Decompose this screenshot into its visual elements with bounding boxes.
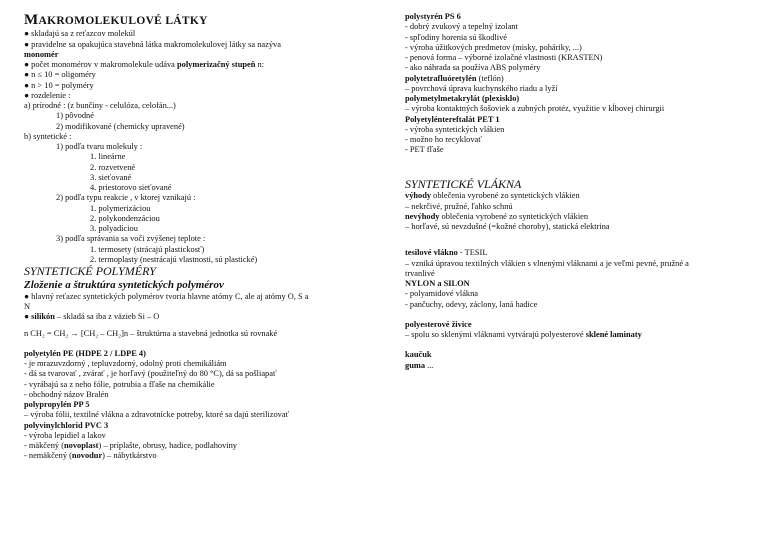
oligomer-line: ● n ≤ 10 = oligoméry [24, 70, 96, 80]
synthetic-polymers-title: SYNTETICKÉ POLYMÉRY [24, 264, 156, 278]
pet-item-2: - možno ho recyklovať [405, 135, 482, 144]
shape-item-2: 2. rozvetvené [90, 162, 136, 172]
shape-heading: 1) podľa tvaru molekuly : [56, 142, 143, 151]
plexi-heading: polymetylmetakrylát (plexisklo) [405, 94, 520, 103]
intro-line-2: ● pravidelne sa opakujúca stavebná látka makromolekulovej látky sa nazýva [24, 39, 281, 49]
ps-item-3: - výroba úžitkových predmetov (misky, poháriky, ...) [405, 42, 582, 52]
resin-heading: polyesterové živice [405, 319, 472, 329]
polymer-line: ● n > 10 = polyméry [24, 80, 94, 90]
ps-item-5: - ako náhrada sa používa ABS polyméry [405, 63, 541, 73]
nylon-item-1: - polyamidové vlákna [405, 289, 479, 299]
pe-heading: polyetylén PE (HDPE 2 / LDPE 4) [24, 348, 146, 358]
heat-item-1: 1. termosety (strácajú plastickosť) [90, 244, 205, 254]
reaction-heading: 2) podľa typu reakcie , v ktorej vznikajú : [56, 193, 196, 203]
structure-subtitle: Zloženie a štruktúra syntetických polymérov [24, 278, 224, 291]
pp-heading: polypropylén PP 5 [24, 400, 90, 410]
pe-item-1: - je mrazuvzdorný , tepluvzdorný, odolný proti chemikáliám [24, 359, 227, 369]
pvc-item-1: - výroba lepidiel a lakov [24, 430, 106, 440]
formula-line: n CH₂ = CH₂ → [CH₂ – CH₂]n – štruktúrna a stavebná jednotka sú rovnaké [24, 328, 278, 338]
tesil-heading: tesilové vlákno - TESIL [405, 248, 488, 258]
division-heading: ● rozdelenie : [24, 90, 71, 100]
natural-line: a) prírodné : (z bunčiny - celulóza, celofán...) [24, 101, 176, 110]
natural-item-2: 2) modifikované (chemicky upravené) [56, 121, 185, 131]
resin-line: – spolu so sklenými vláknami vytvárajú polyesterové sklené laminaty [405, 330, 642, 340]
natural-item-1: 1) pôvodné [56, 111, 94, 121]
heat-heading: 3) podľa správania sa voči zvýšenej teplote : [56, 234, 206, 244]
monomer-term: monomér [24, 49, 59, 59]
guma-line: guma ... [405, 360, 434, 370]
pp-line: – výroba fólii, textilné vlákna a zdravotnícke potreby, ktoré sa dajú sterilizovať [24, 410, 290, 420]
intro-line-1: ● skladajú sa z reťazcov molekúl [24, 29, 136, 39]
page-title: MAKROMOLEKULOVÉ LÁTKY [24, 12, 208, 28]
pet-heading: Polyetyléntereftalát PET 1 [405, 114, 500, 124]
silikon-line: ● silikón – skladá sa iba z väzieb Si – O [24, 312, 160, 322]
synthetic-fibers-title: SYNTETICKÉ VLÁKNA [405, 176, 522, 191]
advantages-line: výhody oblečenia vyrobené zo syntetických vlákien [405, 191, 580, 201]
pe-item-3: - vyrábajú sa z neho fólie, potrubia a fľaše na chemikálie [24, 379, 215, 389]
teflon-heading: polytetrafluóretylén (teflón) [405, 73, 504, 83]
pe-item-2: - dá sa tvarovať , zvárať , je horľavý (použiteľný do 80 °C), dá sa pošliapať [24, 369, 277, 379]
pet-item-1: - výroba syntetických vlákien [405, 124, 505, 134]
shape-item-1: 1. lineárne [90, 152, 126, 162]
nylon-item-2: - pančuchy, odevy, záclony, laná hadice [405, 299, 538, 309]
reaction-item-3: 3. polyadíciou [90, 224, 138, 233]
shape-item-4: 4. priestorovo sieťované [90, 183, 172, 192]
pvc-heading: polyvinylchlorid PVC 3 [24, 420, 109, 430]
pe-item-4: - obchodný názov Bralén [24, 389, 109, 399]
pet-item-3: - PET fľaše [405, 145, 444, 155]
main-chain-line-2: N [24, 302, 31, 312]
kaucuk-heading: kaučuk [405, 350, 432, 360]
disadvantages-detail: – horľavé, sú nevzdušné (=kožné choroby), statická elektrina [405, 222, 610, 232]
disadvantages-line: nevýhody oblečenia vyrobené zo syntetických vlákien [405, 211, 589, 221]
left-column [24, 12, 376, 462]
tesil-line-1: – vzniká úpravou textilných vlákien s vlnenými vláknami a je veľmi pevné, pružné a [405, 258, 689, 268]
plexi-line: – výroba kontaktných šošoviek a zubných protéz, využitie v kĺbovej chirurgii [405, 104, 665, 114]
ps-item-1: - dobrý zvukový a tepelný izolant [405, 22, 518, 32]
reaction-item-1: 1. polymerizáciou [90, 203, 151, 213]
reaction-item-2: 2. polykondenzáciou [90, 213, 160, 223]
shape-item-3: 3. sieťované [90, 172, 132, 182]
heat-item-2: 2. termoplasty (nestrácajú vlastnosti, sú plastické) [90, 254, 258, 264]
pvc-soft-line: - mäkčený (novoplast) – príplašte, obrusy, hadice, podlahoviny [24, 441, 237, 451]
ps-item-4: - penová forma – výborné izolačné vlastnosti (KRASTEN) [405, 53, 603, 62]
polymerization-degree-line: ● počet monomérov v makromolekule udáva polymerizačný stupeň n: [24, 60, 264, 69]
main-chain-line-1: ● hlavný reťazec syntetických polymérov tvoria hlavne atómy C, ale aj atómy O, S a [24, 291, 309, 301]
pvc-hard-line: - nemäkčený (novodur) – nábytkárstvo [24, 451, 157, 461]
advantages-detail: – nekrčivé, pružné, ľahko schnú [405, 201, 513, 211]
ps-item-2: - spľodiny horenia sú škodlivé [405, 32, 508, 42]
right-column [405, 12, 760, 371]
synthetic-line: b) syntetické : [24, 131, 72, 141]
teflon-line: – povrchová úprava kuchynského riadu a lyží [405, 83, 558, 93]
tesil-line-2: trvanlivé [405, 268, 435, 278]
ps-heading: polystyrén PS 6 [405, 12, 461, 21]
nylon-heading: NYLON a SILON [405, 279, 470, 289]
